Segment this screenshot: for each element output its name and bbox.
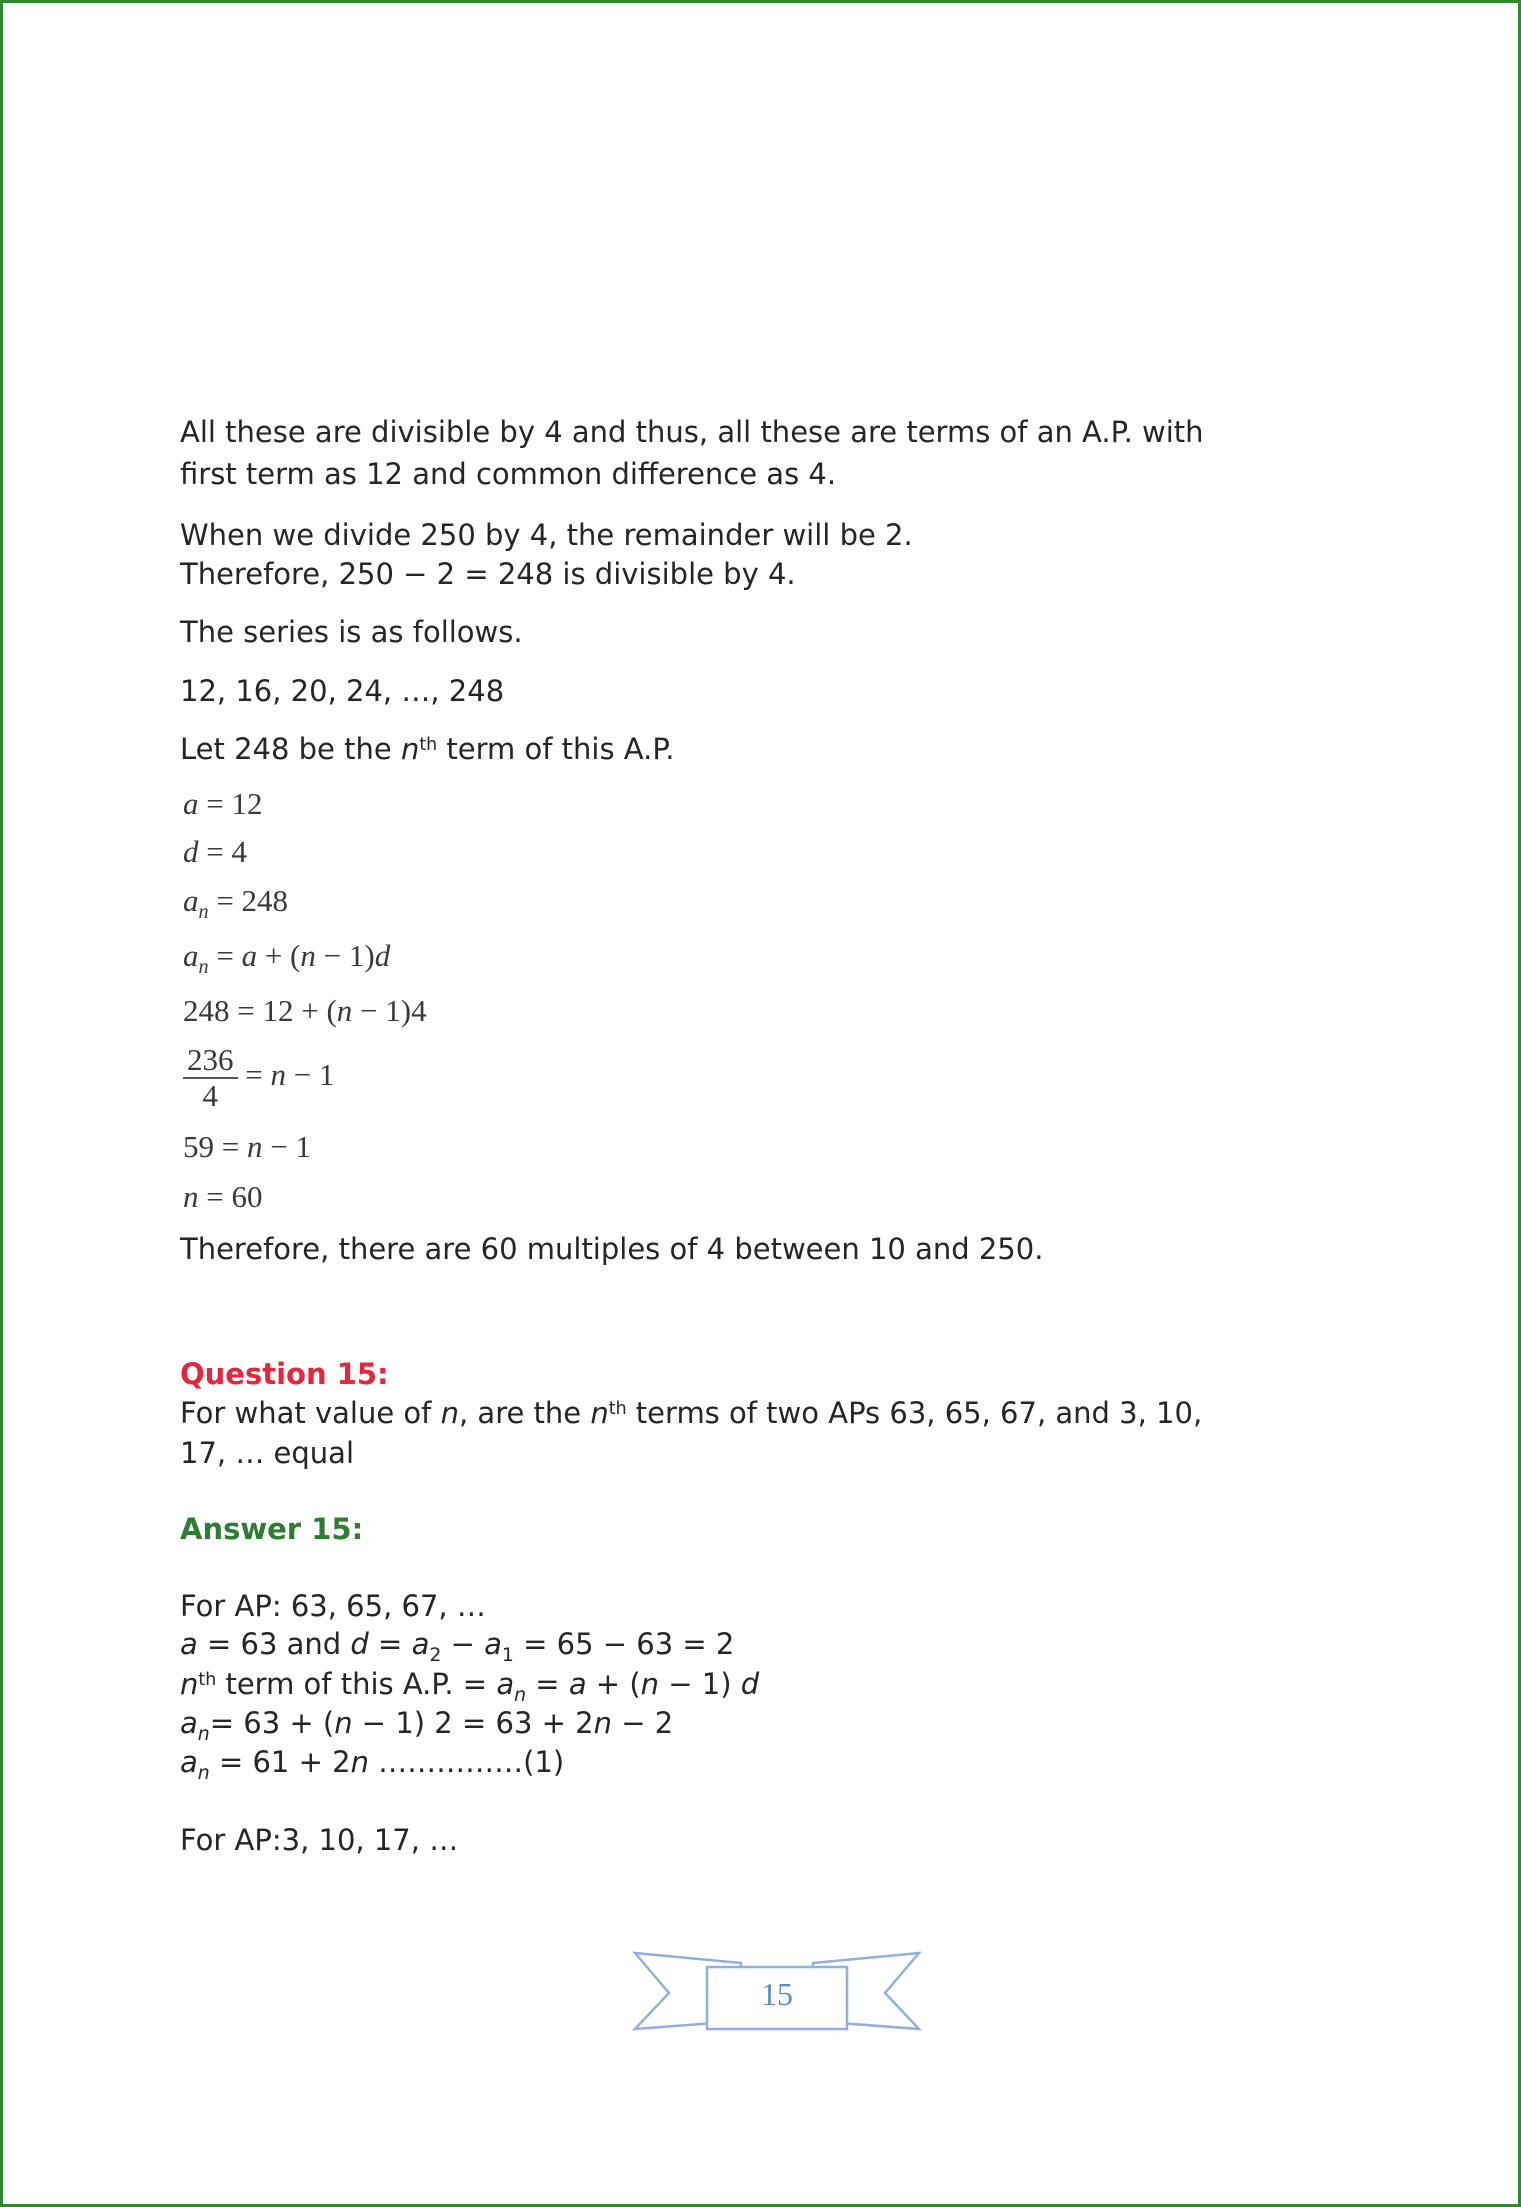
math-line: $a_n = a + (n - 1)d$ xyxy=(183,938,391,978)
math-line: 248 = 12 + (n − 1)4 xyxy=(183,993,427,1028)
paragraph-line: All these are divisible by 4 and thus, all these are terms of an A.P. with xyxy=(180,415,1204,449)
answer-line: $a_n = 61 + 2n$ ……………(1) xyxy=(180,1745,565,1784)
conclusion: Therefore, there are 60 multiples of 4 between 10 and 250. xyxy=(180,1232,1044,1266)
math-line: n = 60 xyxy=(183,1179,263,1214)
answer-line: For AP: 63, 65, 67, … xyxy=(180,1589,486,1623)
question-text: For what value of n, are the $n^{th}$ terms of two APs 63, 65, 67, and 3, 10, xyxy=(180,1396,1203,1430)
paragraph-line: When we divide 250 by 4, the remainder will be 2. xyxy=(180,518,913,552)
page-number: 15 xyxy=(761,1976,793,2012)
fraction: $\frac{236}{4}$ xyxy=(183,1043,238,1113)
series-line: 12, 16, 20, 24, …, 248 xyxy=(180,674,505,708)
math-line: 59 = n − 1 xyxy=(183,1129,311,1164)
paragraph-line: first term as 12 and common difference as 4. xyxy=(180,457,837,491)
answer-line: a = 63 and $d = a_2 - a_1 = 65 - 63 = 2$ xyxy=(180,1627,735,1666)
math-line: $a_n = 248$ xyxy=(183,883,289,923)
math-fraction-line: $\frac{236}{4}$ = n − 1 xyxy=(183,1043,334,1113)
question-heading: Question 15: xyxy=(180,1357,389,1391)
let-line: Let 248 be the $n^{th}$ term of this A.P. xyxy=(180,732,675,766)
paragraph-line: Therefore, 250 − 2 = 248 is divisible by 4. xyxy=(180,557,796,591)
math-line: a = 12 xyxy=(183,786,263,821)
paragraph-line: The series is as follows. xyxy=(180,615,523,649)
answer-line: $a_n= 63 + (n - 1) 2 = 63 + 2n - 2$ xyxy=(180,1706,674,1745)
answer-line: For AP:3, 10, 17, … xyxy=(180,1823,459,1857)
answer-heading: Answer 15: xyxy=(180,1512,364,1546)
math-line: d = 4 xyxy=(183,834,247,869)
question-text: 17, … equal xyxy=(180,1436,355,1470)
answer-line: $n^{th}$ term of this A.P. = $a_n = a + (n - 1)$ d xyxy=(180,1667,760,1706)
